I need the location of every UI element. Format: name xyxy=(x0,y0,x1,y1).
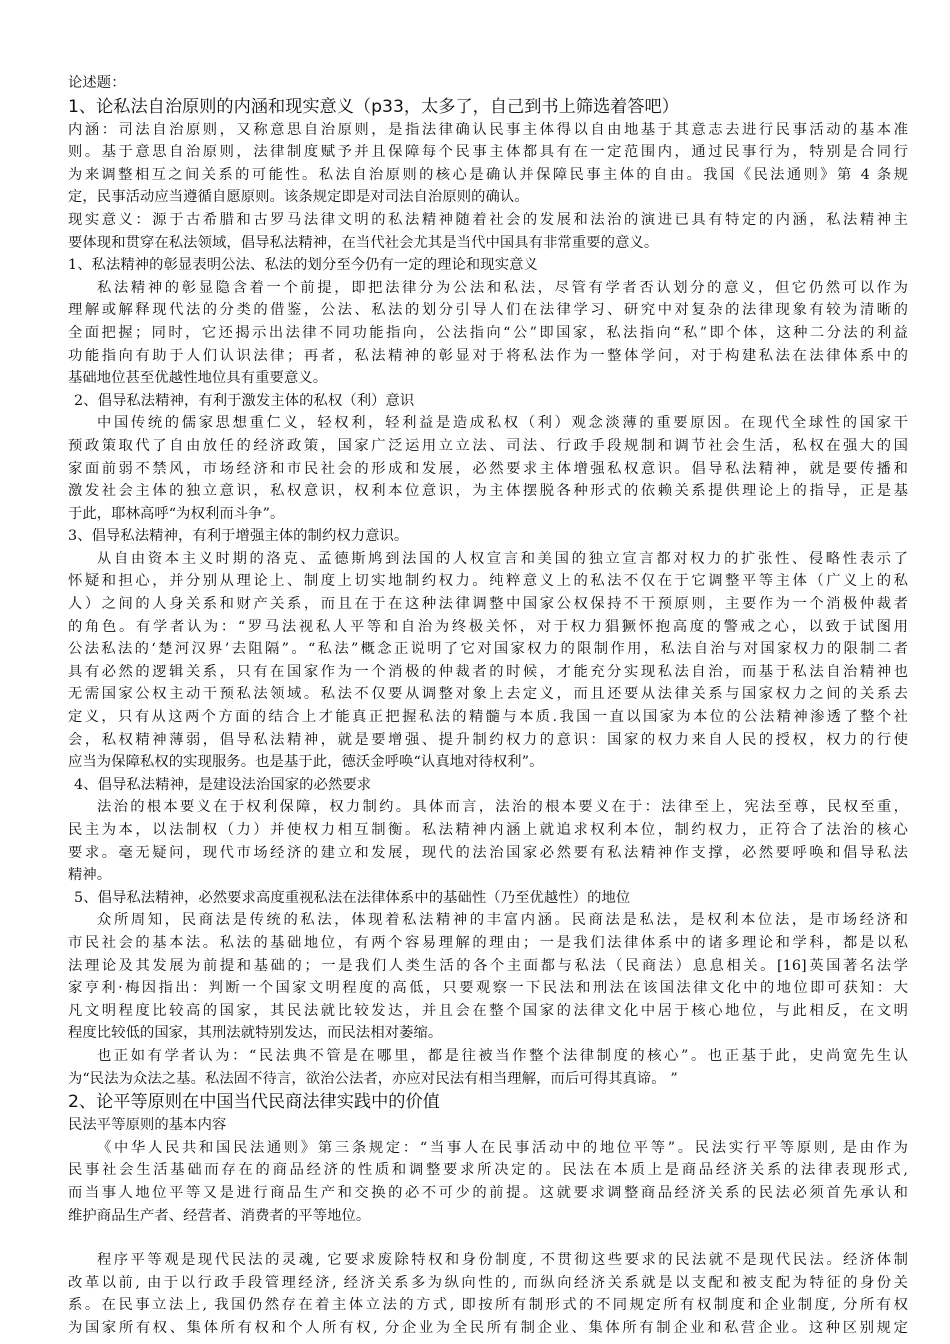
paragraph-line: 人）之间的人身关系和财产关系，而且在于在这种法律调整中国家公权保持不干预原则，主要作为一个消极仲裁者 xyxy=(68,596,908,613)
blank-line xyxy=(68,1227,908,1249)
paragraph-line: 民事社会生活基础而存在的商品经济的性质和调整要求所决定的。民法在本质上是商品经济关系的法律表现形式, xyxy=(68,1162,908,1179)
paragraph-line: 基础地位甚至优越性地位具有重要意义。 xyxy=(68,370,328,387)
paragraph-line: 家亨利·梅因指出：判断一个国家文明程度的高低，只要观察一下民法和刑法在该国法律文化中的地位即可获知：大 xyxy=(68,980,908,997)
paragraph-line: 系。在民事立法上, 我国仍然存在着主体立法的方式, 即按所有制形式的不同规定所有权制度和企业制度, 分所有权 xyxy=(68,1297,908,1314)
paragraph-line: 会，私权精神薄弱，倡导私法精神，就是要增强、提升制约权力的意识：国家的权力来自人民的授权，权力的行使 xyxy=(68,731,908,748)
paragraph-line: 激发社会主体的独立意识，私权意识，权利本位意识，为主体摆脱各种形式的依赖关系提供理论上的指导，正是基 xyxy=(68,483,908,500)
paragraph-line: 功能指向有助于人们认识法律；再者，私法精神的彰显对于将私法作为一整体学问，对于构建私法在法律体系中的 xyxy=(68,347,908,364)
paragraph-line: 精神。 xyxy=(68,867,112,884)
paragraph-line: 中国传统的儒家思想重仁义，轻权利，轻利益是造成私权（利）观念淡薄的重要原因。在现代全球性的国家干 xyxy=(97,415,908,432)
paragraph-line: 民主为本，以法制权（力）并使权力相互制衡。私法精神内涵上就追求权利本位，制约权力，正符合了法治的核心 xyxy=(68,822,908,838)
paragraph-line: 程序平等观是现代民法的灵魂, 它要求废除特权和身份制度, 不贯彻这些要求的民法就不是现代民法。经济体制 xyxy=(97,1252,908,1269)
paragraph-line: 法治的根本要义在于权利保障，权力制约。具体而言，法治的根本要义在于：法律至上，宪法至尊，民权至重， xyxy=(97,799,908,816)
point-3-title: 3、倡导私法精神，有利于增强主体的制约权力意识。 xyxy=(68,528,409,545)
paragraph-line: 怀疑和担心，并分别从理论上、制度上切实地制约权力。纯粹意义上的私法不仅在于它调整平等主体（广义上的私 xyxy=(68,573,908,590)
paragraph-line: 定义，只有从这两个方面的结合上才能真正把握私法的精髓与本质.我国一直以国家为本位的公法精神渗透了整个社 xyxy=(68,709,908,726)
paragraph-line: 维护商品生产者、经营者、消费者的平等地位。 xyxy=(68,1207,371,1224)
paragraph-line: 的角色。有学者认为：“罗马法视私人平等和自治为终极关怀，对于权力猖獗怀抱高度的警戒之心，以致于试图用 xyxy=(68,618,908,635)
paragraph-line: 为“民法为众法之基。私法固不待言，欲治公法者，亦应对民法有相当理解，而后可得其真谛。 ” xyxy=(68,1070,678,1087)
paragraph-line: 全面把握；同时，它还揭示出法律不同功能指向，公法指向“公”即国家，私法指向“私”即个体，这种二分法的利益 xyxy=(68,324,908,341)
paragraph-line: 预政策取代了自由放任的经济政策，国家广泛运用立立法、司法、行政手段规制和调节社会生活，私权在强大的国 xyxy=(68,437,908,454)
paragraph-line: 要体现和贯穿在私法领域，倡导私法精神，在当代社会尤其是当代中国具有非常重要的意义。 xyxy=(68,234,659,251)
paragraph-line: 而当事人地位平等又是进行商品生产和交换的必不可少的前提。这就要求调整商品经济关系的民法必须首先承认和 xyxy=(68,1184,908,1201)
paragraph-line: 改革以前, 由于以行政手段管理经济, 经济关系多为纵向性的, 而纵向经济关系就是以支配和被支配为特征的身份关 xyxy=(68,1274,908,1291)
paragraph-line: 众所周知，民商法是传统的私法，体现着私法精神的丰富内涵。民商法是私法，是权利本位法，是市场经济和 xyxy=(97,912,908,929)
paragraph-line: 家面前弱不禁风，市场经济和市民社会的形成和发展，必然要求主体增强私权意识。倡导私法精神，就是要传播和 xyxy=(68,460,908,477)
document-page xyxy=(68,72,908,1339)
paragraph-line: 程度比较低的国家，其刑法就特别发达，而民法相对萎缩。 xyxy=(68,1025,443,1042)
paragraph-line: 也正如有学者认为：“民法典不管是在哪里，都是往被当作整个法律制度的核心”。也正基于此，史尚宽先生认 xyxy=(97,1047,908,1064)
paragraph-line: 凡文明程度比较高的国家，其民法就比较发达，并且会在整个国家的法律文化中居于核心地位，与此相反，在文明 xyxy=(68,1002,908,1019)
paragraph-line: 无需国家公权主动干预私法领域。私法不仅要从调整对象上去定义，而且还要从法律关系与国家权力之间的关系去 xyxy=(68,686,908,703)
paragraph-line: 现实意义：源于古希腊和古罗马法律文明的私法精神随着社会的发展和法治的演进已具有特定的内涵，私法精神主 xyxy=(68,211,908,228)
point-1-title: 1、私法精神的彰显表明公法、私法的划分至今仍有一定的理论和现实意义 xyxy=(68,257,538,274)
paragraph-line: 为来调整相互之间关系的可能性。私法自治原则的核心是确认并保障民事主体的自由。我国《民法通则》第 4 条规 xyxy=(68,166,908,183)
paragraph-line: 则。基于意思自治原则，法律制度赋予并且保障每个民事主体都具有在一定范围内，通过民事行为，特别是合同行 xyxy=(68,144,908,161)
paragraph-line: 《中华人民共和国民法通则》第三条规定：“当事人在民事活动中的地位平等”。民法实行平等原则, 是由作为 xyxy=(97,1139,908,1156)
point-4-title: 4、倡导私法精神，是建设法治国家的必然要求 xyxy=(74,776,372,793)
paragraph-line: 法理论及其发展为前提和基础的；一是我们人类生活的各个主面都与私法（民商法）息息相关。[16]英国著名法学 xyxy=(68,957,908,974)
point-5-title: 5、倡导私法精神，必然要求高度重视私法在法律体系中的基础性（乃至优越性）的地位 xyxy=(74,889,631,906)
paragraph-line: 于此，耶林高呼“为权利而斗争”。 xyxy=(68,505,285,522)
paragraph-line: 为国家所有权、集体所有权和个人所有权, 分企业为全民所有制企业、集体所有制企业和私营企业。这种区别规定 xyxy=(68,1319,908,1336)
paragraph-line: 市民社会的基本法。私法的基础地位，有两个容易理解的理由；一是我们法律体系中的诸多理论和学科，都是以私 xyxy=(68,934,908,951)
paragraph-line: 从自由资本主义时期的洛克、孟德斯鸠到法国的人权宣言和美国的独立宣言都对权力的扩张性、侵略性表示了 xyxy=(97,550,908,567)
paragraph-line: 要求。毫无疑问，现代市场经济的建立和发展，现代的法治国家必然要有私法精神作支撑，必然要呼唤和倡导私法 xyxy=(68,844,908,861)
point-2-title: 2、倡导私法精神，有利于激发主体的私权（利）意识 xyxy=(74,392,415,409)
paragraph-line: 应当为保障私权的实现服务。也是基于此，德沃金呼唤“认真地对待权利”。 xyxy=(68,754,544,771)
section-label: 论述题： xyxy=(68,75,126,91)
question-1-title: 1、论私法自治原则的内涵和现实意义（p33，太多了，自己到书上筛选着答吧） xyxy=(68,96,679,117)
paragraph-line: 公法私法的‘楚河汉界’去阻隔”。“私法”概念正说明了它对国家权力的限制作用，私法自治与对国家权力的限制二者 xyxy=(68,641,908,658)
paragraph-line: 理解或解释现代法的分类的借鉴，公法、私法的划分引导人们在法律学习、研究中对复杂的法律现象有较为清晰的 xyxy=(68,302,908,319)
paragraph-line: 私法精神的彰显隐含着一个前提，即把法律分为公法和私法，尽管有学者否认划分的意义，但它仍然可以作为 xyxy=(97,279,908,296)
question-2-subtitle: 民法平等原则的基本内容 xyxy=(68,1117,227,1134)
question-2-title: 2、论平等原则在中国当代民商法律实践中的价值 xyxy=(68,1092,440,1113)
paragraph-line: 具有必然的逻辑关系，只有在国家作为一个消极的仲裁者的时候，才能充分实现私法自治，而基于私法自治精神也 xyxy=(68,663,908,680)
paragraph-line: 定，民事活动应当遵循自愿原则。该条规定即是对司法自治原则的确认。 xyxy=(68,189,529,206)
paragraph-line: 内涵：司法自治原则，又称意思自治原则，是指法律确认民事主体得以自由地基于其意志去进行民事活动的基本准 xyxy=(68,121,908,138)
